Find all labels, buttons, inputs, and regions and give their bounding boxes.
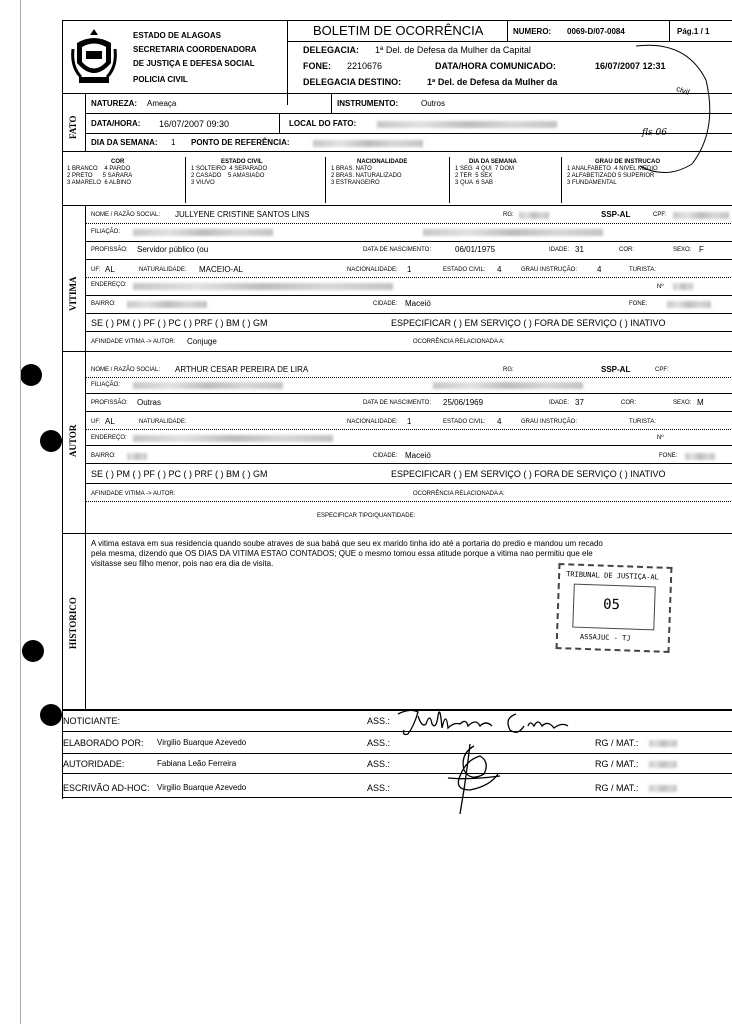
autor-afinidade-label: AFINIDADE VITIMA -> AUTOR: — [91, 491, 176, 497]
numero-label: NUMERO: — [513, 27, 552, 36]
delegacia-destino-value: 1ª Del. de Defesa da Mulher da — [427, 77, 558, 87]
vitima-afinidade-value: Conjuge — [187, 337, 217, 346]
vitima-nome-value: JULLYENE CRISTINE SANTOS LINS — [175, 210, 310, 219]
autor-rg-label: RG: — [503, 367, 514, 373]
legend-dia-semana: DIA DA SEMANA 1 SEG 4 QUI 7 DOM 2 TER 5 SEX 3 QUA 6 SAB — [455, 159, 517, 186]
vitima-profissao-value: Servidor público (ou — [137, 245, 209, 254]
dia-semana-value: 1 — [171, 138, 176, 147]
agency-line: POLICIA CIVIL — [133, 75, 188, 84]
vitima-cor-label: COR: — [619, 247, 634, 253]
autor-nacionalidade-label: NACIONALIDADE: — [347, 419, 398, 425]
vitima-uf-label: UF: — [91, 267, 101, 273]
vitima-idade-label: IDADE: — [549, 247, 570, 253]
autor-especificar-options: ESPECIFICAR ( ) EM SERVIÇO ( ) FORA DE SERVIÇO ( ) INATIVO — [391, 469, 666, 479]
vitima-numero-label: Nº — [657, 284, 664, 290]
redacted-field — [433, 382, 583, 389]
autor-estado-civil-label: ESTADO CIVIL: — [443, 419, 486, 425]
vitima-fone-label: FONE: — [629, 301, 648, 307]
vitima-endereco-label: ENDEREÇO: — [91, 282, 127, 288]
autor-cidade-label: CIDADE: — [373, 453, 398, 459]
redacted-field — [649, 740, 677, 747]
court-stamp — [556, 563, 673, 653]
data-comunicado-label: DATA/HORA COMUNICADO: — [435, 61, 556, 71]
legend-cor: COR 1 BRANCO 4 PARDO 2 PRETO 5 SARARA 3 AMARELO 6 ALBINO — [67, 159, 133, 186]
stamp-title: TRIBUNAL DE JUSTIÇA-AL — [566, 570, 659, 582]
redacted-field — [127, 453, 147, 460]
footer-label: ESCRIVÃO AD-HOC: — [63, 783, 150, 793]
footer-value: Fabiana Leão Ferreira — [157, 759, 237, 768]
legend-nacionalidade: NACIONALIDADE 1 BRAS. NATO 2 BRAS. NATURALIZADO 3 ESTRANGEIRO — [331, 159, 408, 186]
agency-line: SECRETARIA COORDENADORA — [133, 45, 257, 54]
footer-value: Virgilio Buarque Azevedo — [157, 738, 247, 747]
vitima-sexo-value: F — [699, 245, 704, 254]
autor-endereco-label: ENDEREÇO: — [91, 435, 127, 441]
document-title: BOLETIM DE OCORRÊNCIA — [313, 23, 484, 38]
redacted-field — [313, 140, 423, 147]
vitima-bairro-label: BAIRRO: — [91, 301, 116, 307]
autor-nome-label: NOME / RAZÃO SOCIAL: — [91, 367, 161, 373]
vitima-cidade-value: Maceió — [405, 299, 431, 308]
redacted-field — [685, 453, 715, 460]
vitima-idade-value: 31 — [575, 245, 584, 254]
delegacia-label: DELEGACIA: — [303, 45, 359, 55]
agency-line: DE JUSTIÇA E DEFESA SOCIAL — [133, 59, 255, 68]
vitima-nacionalidade-value: 1 — [407, 265, 412, 274]
fone-value: 2210676 — [347, 61, 383, 71]
instrumento-label: INSTRUMENTO: — [337, 99, 399, 108]
footer-ass-label: ASS.: — [367, 716, 391, 726]
autor-fone-label: FONE: — [659, 453, 678, 459]
annotation-line: civil — [675, 84, 691, 98]
autor-profissao-label: PROFISSÃO: — [91, 400, 128, 406]
redacted-field — [649, 785, 677, 792]
vitima-turista-label: TURISTA: — [629, 267, 656, 273]
vitima-section-label: VITIMA — [68, 276, 78, 311]
footer-label: NOTICIANTE: — [63, 716, 121, 726]
footer-ass-label: ASS.: — [367, 759, 391, 769]
autor-turista-label: TURISTA: — [629, 419, 656, 425]
vitima-cpf-label: CPF: — [653, 212, 667, 218]
footer-ass-label: ASS.: — [367, 738, 391, 748]
autor-cor-label: COR: — [621, 400, 636, 406]
autor-cidade-value: Maceió — [405, 451, 431, 460]
autor-bairro-label: BAIRRO: — [91, 453, 116, 459]
signature-autoridade — [440, 740, 520, 816]
vitima-naturalidade-label: NATURALIDADE: — [139, 267, 187, 273]
footer-rg-mat-label: RG / MAT.: — [595, 738, 639, 748]
legend-estado-civil: ESTADO CIVIL 1 SOLTEIRO 4 SEPARADO 2 CASADO 5 AMASIADO 3 VIUVO — [191, 159, 268, 186]
historico-section-label: HISTORICO — [68, 597, 78, 649]
especificar-tipo-label: ESPECIFICAR TIPO/QUANTIDADE: — [317, 513, 416, 519]
local-fato-label: LOCAL DO FATO: — [289, 119, 357, 128]
signature-noticiante — [396, 706, 606, 740]
annotation-line: fls 06 — [642, 128, 667, 138]
binder-hole — [40, 704, 62, 726]
autor-nome-value: ARTHUR CESAR PEREIRA DE LIRA — [175, 365, 309, 374]
delegacia-value: 1ª Del. de Defesa da Mulher da Capital — [375, 45, 531, 55]
annotation-circle — [606, 40, 716, 180]
natureza-value: Ameaça — [147, 99, 177, 108]
footer-ass-label: ASS.: — [367, 783, 391, 793]
vitima-nascimento-value: 06/01/1975 — [455, 245, 496, 254]
vitima-filiacao-label: FILIAÇÃO: — [91, 229, 121, 235]
autor-ocorrencia-label: OCORRÊNCIA RELACIONADA A: — [413, 491, 505, 497]
fato-section-label: FATO — [68, 115, 78, 139]
vitima-estado-civil-label: ESTADO CIVIL: — [443, 267, 486, 273]
agency-line: ESTADO DE ALAGOAS — [133, 31, 222, 40]
vitima-ssp: SSP-AL — [601, 210, 631, 219]
autor-ssp: SSP-AL — [601, 365, 631, 374]
historico-line: visitasse seu filho menor, pois nao era dia de visita. — [91, 559, 274, 568]
numero-value: 0069-D/07-0084 — [567, 27, 625, 36]
autor-profissao-value: Outras — [137, 398, 162, 407]
autor-filiacao-label: FILIAÇÃO: — [91, 382, 121, 388]
delegacia-destino-label: DELEGACIA DESTINO: — [303, 77, 402, 87]
autor-numero-label: Nº — [657, 435, 664, 441]
autor-uf-label: UF: — [91, 419, 101, 425]
vitima-grau-value: 4 — [597, 265, 602, 274]
page-number: Pág.1 / 1 — [677, 27, 710, 36]
autor-naturalidade-label: NATURALIDADE: — [139, 419, 187, 425]
redacted-field — [649, 761, 677, 768]
stamp-bottom: ASSAJUC - TJ — [579, 632, 631, 643]
vitima-rg-label: RG: — [503, 212, 514, 218]
footer-rg-mat-label: RG / MAT.: — [595, 783, 639, 793]
redacted-field — [127, 301, 207, 308]
autor-nacionalidade-value: 1 — [407, 417, 412, 426]
vitima-naturalidade-value: MACEIO-AL — [199, 265, 244, 274]
binder-hole — [20, 364, 42, 386]
vitima-nacionalidade-label: NACIONALIDADE: — [347, 267, 398, 273]
margin-line — [20, 0, 21, 1024]
datahora-value: 16/07/2007 09:30 — [159, 119, 230, 129]
autor-cpf-label: CPF: — [655, 367, 669, 373]
redacted-field — [423, 229, 603, 236]
natureza-label: NATUREZA: — [91, 99, 138, 108]
redacted-field — [673, 283, 693, 290]
ponto-referencia-label: PONTO DE REFERÊNCIA: — [191, 138, 290, 147]
vitima-estado-civil-value: 4 — [497, 265, 502, 274]
vitima-ocorrencia-label: OCORRÊNCIA RELACIONADA A: — [413, 339, 505, 345]
instrumento-value: Outros — [421, 99, 446, 108]
redacted-field — [133, 382, 283, 389]
redacted-field — [377, 121, 557, 128]
autor-section-label: AUTOR — [68, 424, 78, 457]
legend-grau-instrucao: GRAU DE INSTRUCAO 1 ANALFABETO 4 NIVEL MEDIO 2 ALFABETIZADO 5 SUPERIOR 3 FUNDAMENTAL — [567, 159, 661, 186]
stamp-number: 05 — [602, 596, 621, 614]
autor-grau-label: GRAU INSTRUÇÃO: — [521, 419, 578, 425]
dia-semana-label: DIA DA SEMANA: — [91, 138, 158, 147]
coat-of-arms-icon — [71, 27, 117, 87]
binder-hole — [40, 430, 62, 452]
autor-nascimento-value: 25/06/1969 — [443, 398, 484, 407]
vitima-afinidade-label: AFINIDADE VITIMA -> AUTOR: — [91, 339, 176, 345]
autor-uf-value: AL — [105, 417, 115, 426]
autor-estado-civil-value: 4 — [497, 417, 502, 426]
fone-label: FONE: — [303, 61, 331, 71]
redacted-field — [133, 435, 333, 442]
vitima-cidade-label: CIDADE: — [373, 301, 398, 307]
autor-sexo-label: SEXO: — [673, 400, 692, 406]
vitima-profissao-label: PROFISSÃO: — [91, 247, 128, 253]
vitima-nome-label: NOME / RAZÃO SOCIAL: — [91, 212, 161, 218]
autor-se-options: SE ( ) PM ( ) PF ( ) PC ( ) PRF ( ) BM ( ) GM — [91, 469, 268, 479]
autor-nascimento-label: DATA DE NASCIMENTO: — [363, 400, 432, 406]
footer-rg-mat-label: RG / MAT.: — [595, 759, 639, 769]
footer-label: ELABORADO POR: — [63, 738, 144, 748]
redacted-field — [673, 212, 729, 219]
binder-hole — [22, 640, 44, 662]
footer-value: Virgilio Buarque Azevedo — [157, 783, 247, 792]
redacted-field — [519, 212, 549, 219]
autor-sexo-value: M — [697, 398, 704, 407]
data-comunicado-value: 16/07/2007 12:31 — [595, 61, 666, 71]
vitima-especificar-options: ESPECIFICAR ( ) EM SERVIÇO ( ) FORA DE SERVIÇO ( ) INATIVO — [391, 318, 666, 328]
datahora-label: DATA/HORA: — [91, 119, 141, 128]
vitima-se-options: SE ( ) PM ( ) PF ( ) PC ( ) PRF ( ) BM ( ) GM — [91, 318, 268, 328]
redacted-field — [667, 301, 711, 308]
vitima-grau-label: GRAU INSTRUÇÃO: — [521, 267, 578, 273]
footer-label: AUTORIDADE: — [63, 759, 125, 769]
autor-idade-label: IDADE: — [549, 400, 570, 406]
historico-line: pela mesma, dizendo que OS DIAS DA VITIMA ESTAO CONTADOS; QUE o mesmo tomou essa atitude porque a vitima nao permitiu que ele — [91, 549, 593, 558]
vitima-nascimento-label: DATA DE NASCIMENTO: — [363, 247, 432, 253]
historico-line: A vitima estava em sua residencia quando soube atraves de sua babá que seu ex marido tinha ido até a portaria do predio e mandou um recado — [91, 539, 603, 548]
redacted-field — [133, 283, 393, 290]
vitima-sexo-label: SEXO: — [673, 247, 692, 253]
vitima-uf-value: AL — [105, 265, 115, 274]
autor-idade-value: 37 — [575, 398, 584, 407]
redacted-field — [133, 229, 273, 236]
